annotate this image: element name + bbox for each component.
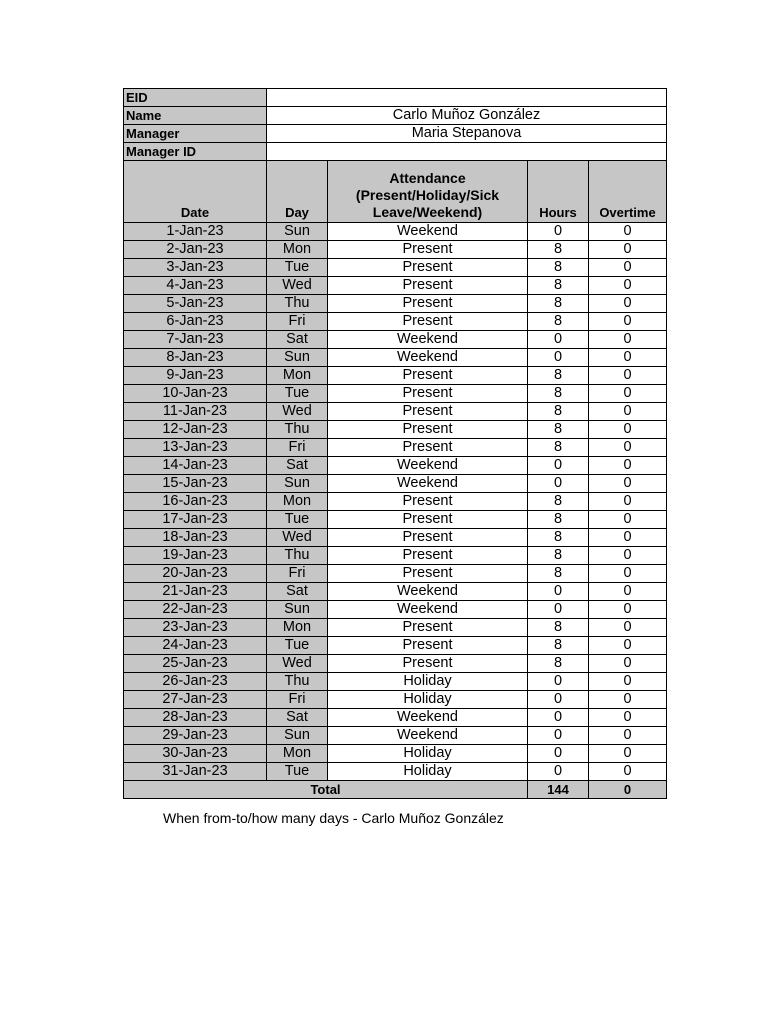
hours-cell: 8 [528,385,589,403]
day-cell: Wed [267,277,328,295]
name-label: Name [124,107,267,125]
hours-cell: 0 [528,709,589,727]
overtime-cell: 0 [589,223,667,241]
timesheet-table [123,88,667,799]
attendance-cell: Present [328,637,528,655]
date-cell: 18-Jan-23 [124,529,267,547]
date-cell: 12-Jan-23 [124,421,267,439]
timesheet-body [124,89,667,223]
overtime-cell: 0 [589,367,667,385]
table-row [124,277,667,295]
day-cell: Mon [267,367,328,385]
eid-value [267,89,667,107]
hours-cell: 0 [528,727,589,745]
day-cell: Wed [267,529,328,547]
date-cell: 28-Jan-23 [124,709,267,727]
overtime-cell: 0 [589,583,667,601]
attendance-rows [124,223,667,781]
hours-cell: 8 [528,439,589,457]
table-row [124,763,667,781]
hours-cell: 8 [528,367,589,385]
day-cell: Tue [267,763,328,781]
overtime-cell: 0 [589,727,667,745]
date-cell: 8-Jan-23 [124,349,267,367]
table-row [124,313,667,331]
day-cell: Sat [267,709,328,727]
date-cell: 23-Jan-23 [124,619,267,637]
table-row [124,421,667,439]
day-cell: Sun [267,223,328,241]
day-cell: Fri [267,565,328,583]
overtime-cell: 0 [589,493,667,511]
date-cell: 24-Jan-23 [124,637,267,655]
attendance-cell: Weekend [328,349,528,367]
hours-cell: 8 [528,313,589,331]
attendance-cell: Present [328,241,528,259]
overtime-cell: 0 [589,457,667,475]
name-row [124,107,667,125]
day-cell: Fri [267,691,328,709]
hours-cell: 8 [528,655,589,673]
day-cell: Mon [267,493,328,511]
name-value: Carlo Muñoz González [267,107,667,125]
overtime-cell: 0 [589,403,667,421]
hours-cell: 0 [528,349,589,367]
attendance-cell: Holiday [328,691,528,709]
overtime-cell: 0 [589,349,667,367]
table-row [124,385,667,403]
attendance-cell: Present [328,565,528,583]
table-row [124,709,667,727]
table-row [124,223,667,241]
hours-cell: 0 [528,583,589,601]
hours-cell: 0 [528,475,589,493]
table-row [124,511,667,529]
day-cell: Thu [267,295,328,313]
day-cell: Sat [267,331,328,349]
day-cell: Thu [267,673,328,691]
day-column-header: Day [267,161,328,223]
total-overtime: 0 [589,781,667,799]
manager-label: Manager [124,125,267,143]
hours-cell: 0 [528,457,589,475]
date-cell: 21-Jan-23 [124,583,267,601]
date-cell: 2-Jan-23 [124,241,267,259]
table-row [124,241,667,259]
day-cell: Tue [267,511,328,529]
manager-value: Maria Stepanova [267,125,667,143]
hours-cell: 0 [528,745,589,763]
day-cell: Fri [267,439,328,457]
overtime-cell: 0 [589,475,667,493]
attendance-cell: Present [328,295,528,313]
date-cell: 19-Jan-23 [124,547,267,565]
table-row [124,673,667,691]
attendance-cell: Holiday [328,673,528,691]
table-row [124,493,667,511]
hours-cell: 8 [528,421,589,439]
overtime-cell: 0 [589,637,667,655]
day-cell: Tue [267,637,328,655]
attendance-cell: Weekend [328,727,528,745]
date-cell: 27-Jan-23 [124,691,267,709]
date-cell: 13-Jan-23 [124,439,267,457]
date-cell: 6-Jan-23 [124,313,267,331]
totals-section [124,781,667,799]
hours-cell: 8 [528,295,589,313]
attendance-cell: Weekend [328,475,528,493]
day-cell: Sun [267,727,328,745]
day-cell: Sun [267,349,328,367]
day-cell: Mon [267,619,328,637]
attendance-cell: Present [328,385,528,403]
overtime-cell: 0 [589,601,667,619]
day-cell: Thu [267,421,328,439]
overtime-cell: 0 [589,331,667,349]
date-cell: 22-Jan-23 [124,601,267,619]
hours-column-header: Hours [528,161,589,223]
overtime-cell: 0 [589,511,667,529]
attendance-cell: Present [328,493,528,511]
attendance-cell: Present [328,529,528,547]
footnote: When from-to/how many days - Carlo Muñoz González [163,810,504,826]
hours-cell: 8 [528,619,589,637]
overtime-cell: 0 [589,763,667,781]
attendance-cell: Present [328,403,528,421]
overtime-cell: 0 [589,655,667,673]
attendance-cell: Present [328,547,528,565]
manager-id-label: Manager ID [124,143,267,161]
attendance-cell: Present [328,367,528,385]
table-row [124,565,667,583]
table-row [124,529,667,547]
attendance-column-header: Attendance (Present/Holiday/Sick Leave/Weekend) [328,161,528,223]
overtime-cell: 0 [589,565,667,583]
table-row [124,637,667,655]
attendance-cell: Holiday [328,763,528,781]
day-cell: Wed [267,655,328,673]
table-row [124,475,667,493]
table-row [124,655,667,673]
hours-cell: 8 [528,241,589,259]
day-cell: Tue [267,259,328,277]
hours-cell: 0 [528,601,589,619]
date-cell: 26-Jan-23 [124,673,267,691]
eid-row [124,89,667,107]
hours-cell: 8 [528,277,589,295]
date-cell: 30-Jan-23 [124,745,267,763]
attendance-cell: Present [328,313,528,331]
attendance-cell: Present [328,277,528,295]
date-cell: 20-Jan-23 [124,565,267,583]
day-cell: Sat [267,457,328,475]
overtime-cell: 0 [589,277,667,295]
date-cell: 5-Jan-23 [124,295,267,313]
manager-row [124,125,667,143]
date-cell: 31-Jan-23 [124,763,267,781]
table-row [124,349,667,367]
day-cell: Fri [267,313,328,331]
manager-id-value [267,143,667,161]
day-cell: Mon [267,745,328,763]
table-row [124,367,667,385]
total-hours: 144 [528,781,589,799]
day-cell: Thu [267,547,328,565]
eid-label: EID [124,89,267,107]
overtime-cell: 0 [589,295,667,313]
hours-cell: 8 [528,493,589,511]
table-row [124,439,667,457]
date-cell: 1-Jan-23 [124,223,267,241]
column-header-row [124,161,667,223]
date-cell: 25-Jan-23 [124,655,267,673]
table-row [124,259,667,277]
date-column-header: Date [124,161,267,223]
hours-cell: 0 [528,673,589,691]
overtime-cell: 0 [589,313,667,331]
overtime-cell: 0 [589,439,667,457]
overtime-cell: 0 [589,673,667,691]
hours-cell: 8 [528,565,589,583]
table-row [124,403,667,421]
attendance-cell: Present [328,259,528,277]
table-row [124,547,667,565]
day-cell: Tue [267,385,328,403]
table-row [124,619,667,637]
table-row [124,601,667,619]
table-row [124,745,667,763]
date-cell: 3-Jan-23 [124,259,267,277]
hours-cell: 8 [528,403,589,421]
date-cell: 16-Jan-23 [124,493,267,511]
attendance-cell: Present [328,511,528,529]
overtime-cell: 0 [589,259,667,277]
attendance-cell: Weekend [328,457,528,475]
attendance-cell: Weekend [328,709,528,727]
hours-cell: 8 [528,529,589,547]
attendance-cell: Weekend [328,223,528,241]
hours-cell: 8 [528,547,589,565]
table-row [124,727,667,745]
hours-cell: 8 [528,637,589,655]
hours-cell: 0 [528,223,589,241]
hours-cell: 0 [528,691,589,709]
attendance-cell: Weekend [328,331,528,349]
day-cell: Mon [267,241,328,259]
overtime-cell: 0 [589,529,667,547]
attendance-cell: Weekend [328,601,528,619]
total-label: Total [124,781,528,799]
overtime-cell: 0 [589,547,667,565]
attendance-cell: Present [328,421,528,439]
date-cell: 11-Jan-23 [124,403,267,421]
date-cell: 7-Jan-23 [124,331,267,349]
hours-cell: 0 [528,763,589,781]
attendance-cell: Present [328,439,528,457]
hours-cell: 8 [528,259,589,277]
manager-id-row [124,143,667,161]
date-cell: 29-Jan-23 [124,727,267,745]
date-cell: 10-Jan-23 [124,385,267,403]
date-cell: 14-Jan-23 [124,457,267,475]
table-row [124,583,667,601]
attendance-cell: Present [328,655,528,673]
table-row [124,457,667,475]
hours-cell: 8 [528,511,589,529]
overtime-cell: 0 [589,619,667,637]
attendance-cell: Holiday [328,745,528,763]
overtime-cell: 0 [589,421,667,439]
hours-cell: 0 [528,331,589,349]
overtime-cell: 0 [589,745,667,763]
date-cell: 4-Jan-23 [124,277,267,295]
date-cell: 17-Jan-23 [124,511,267,529]
date-cell: 9-Jan-23 [124,367,267,385]
overtime-cell: 0 [589,385,667,403]
day-cell: Sun [267,475,328,493]
table-row [124,691,667,709]
attendance-cell: Weekend [328,583,528,601]
overtime-cell: 0 [589,241,667,259]
day-cell: Wed [267,403,328,421]
table-row [124,331,667,349]
date-cell: 15-Jan-23 [124,475,267,493]
day-cell: Sun [267,601,328,619]
attendance-cell: Present [328,619,528,637]
totals-row [124,781,667,799]
overtime-column-header: Overtime [589,161,667,223]
table-row [124,295,667,313]
overtime-cell: 0 [589,691,667,709]
day-cell: Sat [267,583,328,601]
overtime-cell: 0 [589,709,667,727]
